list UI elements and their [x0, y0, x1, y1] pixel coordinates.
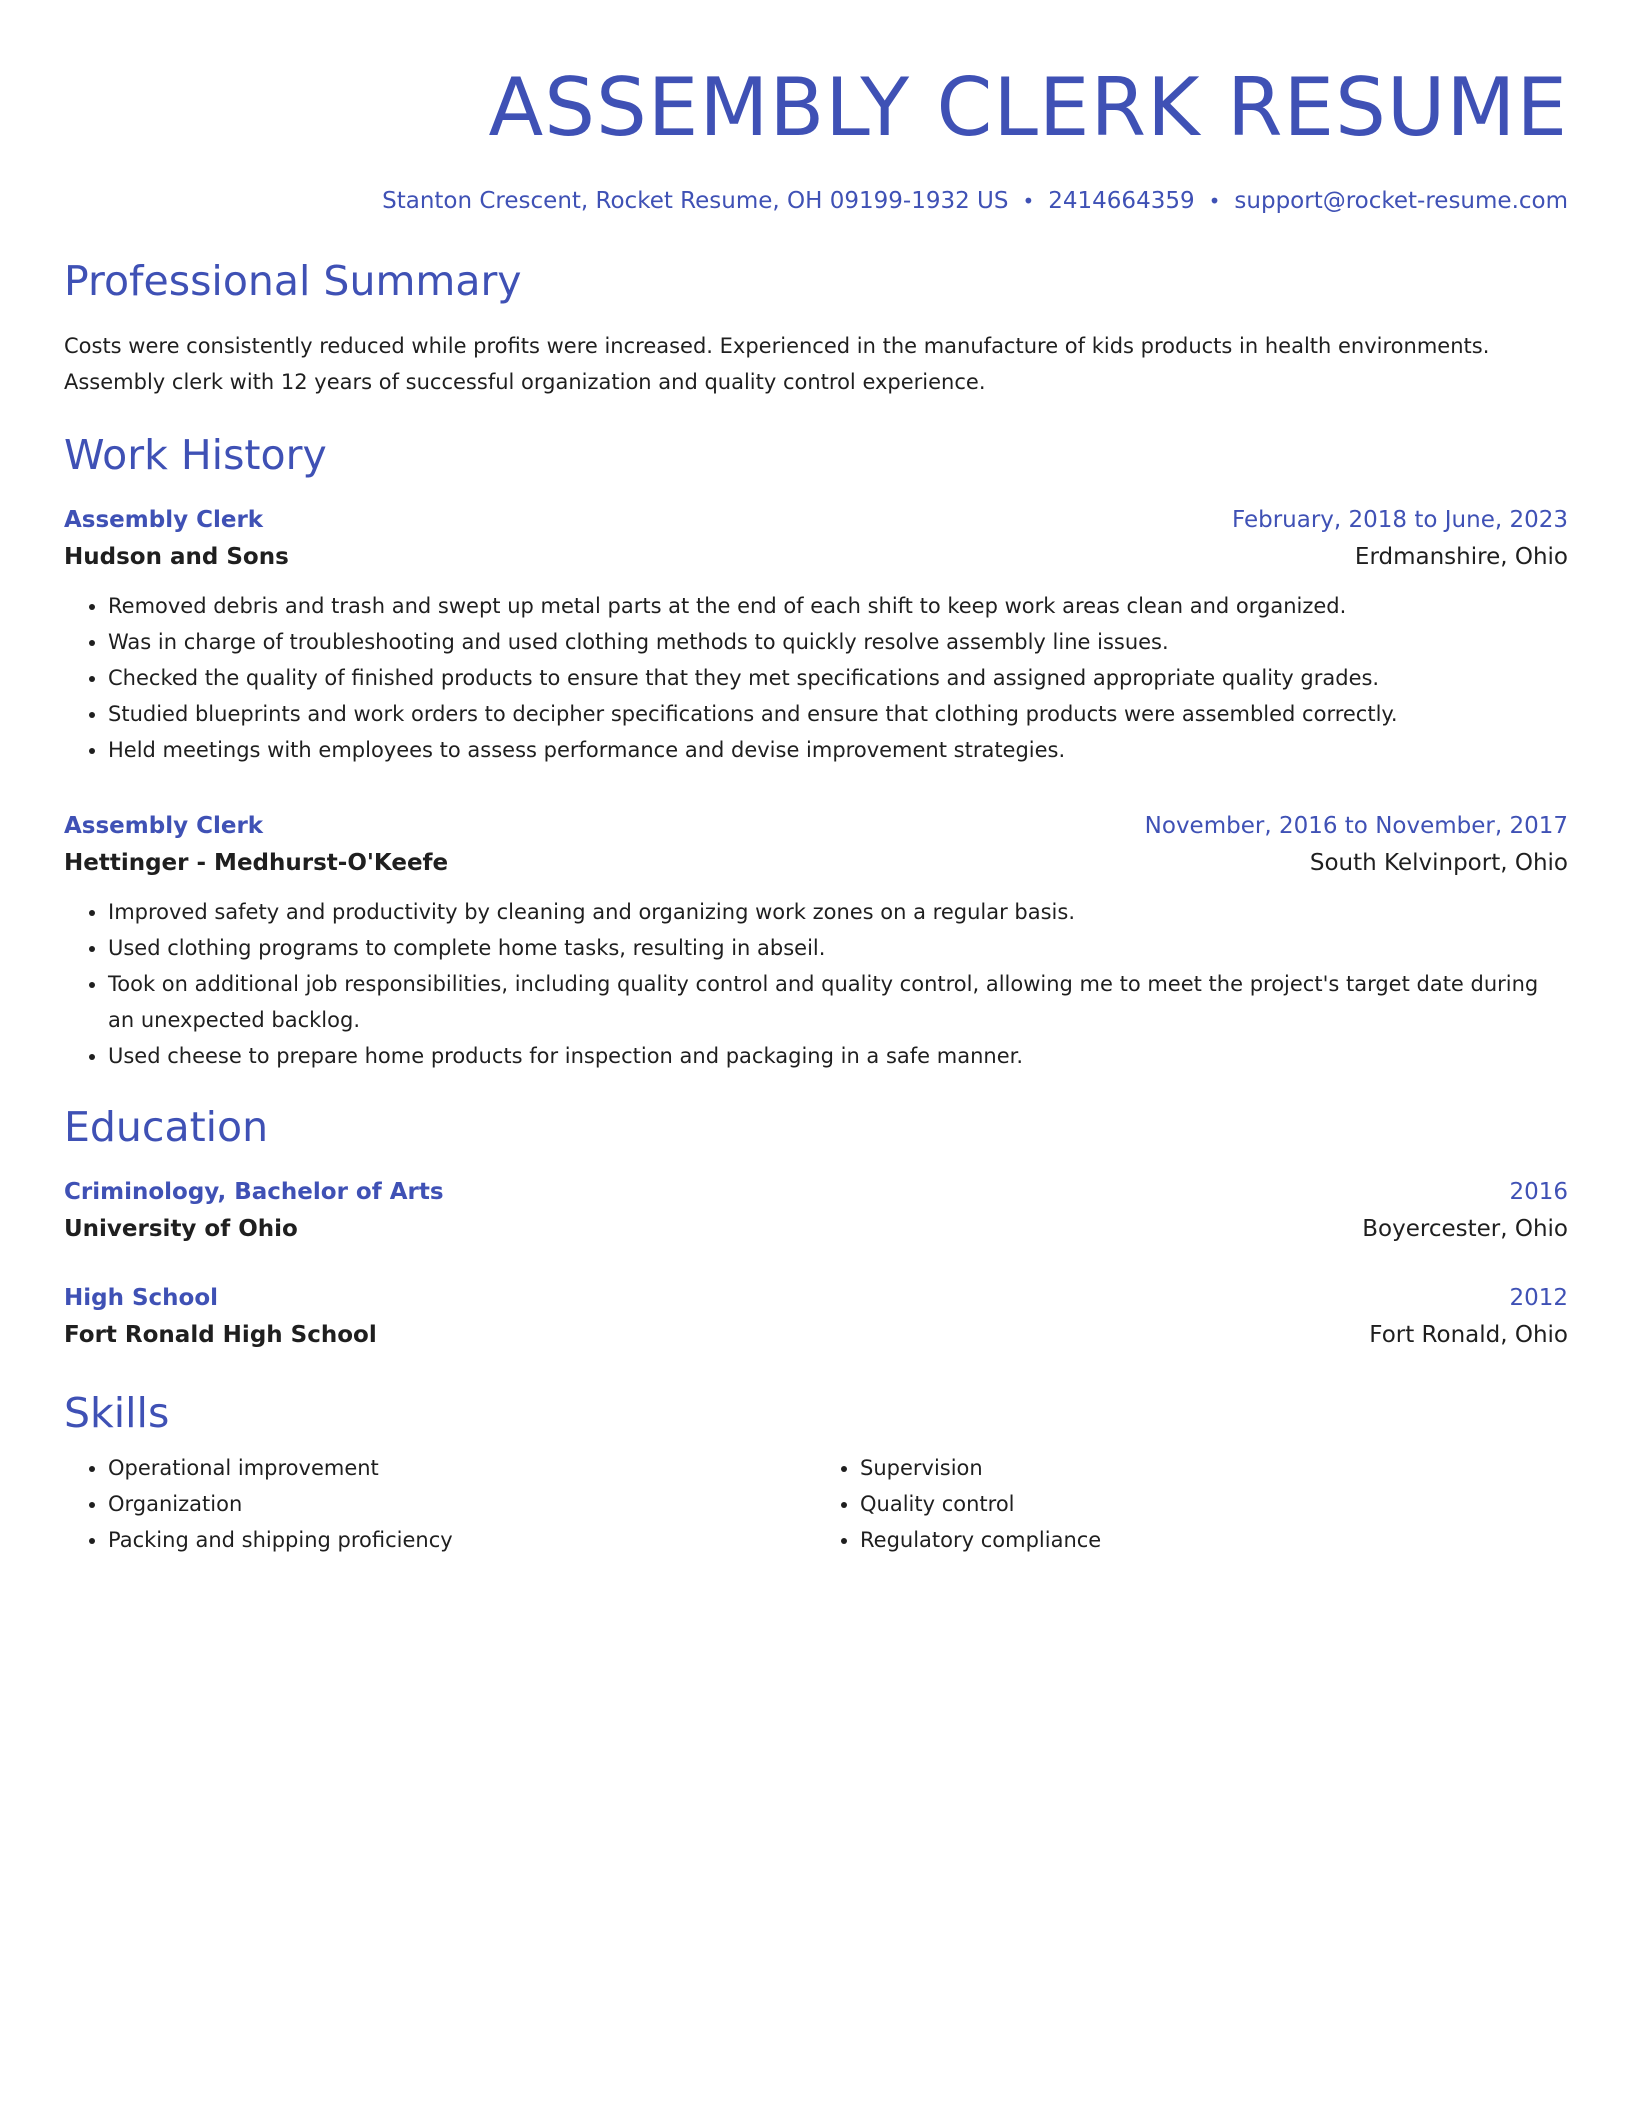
skills-heading: Skills [64, 1389, 170, 1437]
contact-line [64, 188, 1568, 214]
contact-separator: • [1208, 189, 1221, 213]
job-bullet: • Took on additional job responsibilities, including quality control and quality control, allowing me to meet the project's target date during an unexpected backlog. [108, 966, 1568, 1038]
education-school: University of Ohio [64, 1216, 298, 1242]
skill-item: • Packing and shipping proficiency [108, 1522, 816, 1558]
education-location: Fort Ronald, Ohio [1369, 1322, 1568, 1348]
skills-list [64, 1450, 1568, 1558]
education-location: Boyercester, Ohio [1362, 1216, 1568, 1242]
job-entry [64, 502, 1568, 768]
job-bullet: • Used clothing programs to complete home tasks, resulting in abseil. [108, 930, 1568, 966]
skills-column-right [816, 1450, 1568, 1558]
job-company-row [64, 844, 1568, 882]
job-header-row [64, 502, 1568, 538]
job-role: Assembly Clerk [64, 813, 264, 839]
education-entry [64, 1174, 1568, 1248]
education-degree: Criminology, Bachelor of Arts [64, 1179, 444, 1205]
education-degree: High School [64, 1285, 219, 1311]
skill-item: • Organization [108, 1486, 816, 1522]
job-company-row [64, 538, 1568, 576]
skills-column-left [64, 1450, 816, 1558]
contact-address: Stanton Crescent, Rocket Resume, OH 09199-1932 US [382, 188, 1009, 214]
contact-email: support@rocket-resume.com [1234, 188, 1568, 214]
skill-item: • Supervision [860, 1450, 1568, 1486]
job-bullet: • Used cheese to prepare home products for inspection and packaging in a safe manner. [108, 1038, 1568, 1074]
education-year: 2016 [1509, 1179, 1568, 1205]
skill-item: • Quality control [860, 1486, 1568, 1522]
education-entry [64, 1280, 1568, 1354]
job-bullet: • Studied blueprints and work orders to decipher specifications and ensure that clothing products were assembled correctly. [108, 696, 1568, 732]
job-bullets [64, 588, 1568, 768]
education-year: 2012 [1509, 1285, 1568, 1311]
skill-item: • Regulatory compliance [860, 1522, 1568, 1558]
skill-item: • Operational improvement [108, 1450, 816, 1486]
job-company: Hudson and Sons [64, 544, 289, 570]
education-header-row [64, 1280, 1568, 1316]
job-entry [64, 808, 1568, 1074]
job-bullets [64, 894, 1568, 1074]
contact-separator: • [1022, 189, 1035, 213]
education-header-row [64, 1174, 1568, 1210]
job-dates: November, 2016 to November, 2017 [1144, 813, 1568, 839]
job-location: Erdmanshire, Ohio [1354, 544, 1568, 570]
education-school: Fort Ronald High School [64, 1322, 377, 1348]
job-bullet: • Removed debris and trash and swept up metal parts at the end of each shift to keep work areas clean and organized. [108, 588, 1568, 624]
resume-title: ASSEMBLY CLERK RESUME [488, 61, 1568, 154]
job-bullet: • Improved safety and productivity by cleaning and organizing work zones on a regular basis. [108, 894, 1568, 930]
summary-text: Costs were consistently reduced while profits were increased. Experienced in the manufacture of kids products in health environments. Assembly clerk with 12 years of successful organization and quality control experience. [64, 334, 1490, 394]
job-role: Assembly Clerk [64, 507, 264, 533]
education-heading: Education [64, 1103, 269, 1151]
job-company: Hettinger - Medhurst-O'Keefe [64, 850, 449, 876]
work-history-heading: Work History [64, 431, 327, 479]
job-bullet: • Checked the quality of finished products to ensure that they met specifications and assigned appropriate quality grades. [108, 660, 1568, 696]
summary-heading: Professional Summary [64, 257, 522, 305]
job-dates: February, 2018 to June, 2023 [1231, 507, 1568, 533]
job-bullet: • Was in charge of troubleshooting and used clothing methods to quickly resolve assembly line issues. [108, 624, 1568, 660]
contact-phone: 2414664359 [1048, 188, 1195, 214]
education-school-row [64, 1210, 1568, 1248]
job-header-row [64, 808, 1568, 844]
job-bullet: • Held meetings with employees to assess performance and devise improvement strategies. [108, 732, 1568, 768]
job-location: South Kelvinport, Ohio [1309, 850, 1568, 876]
education-school-row [64, 1316, 1568, 1354]
